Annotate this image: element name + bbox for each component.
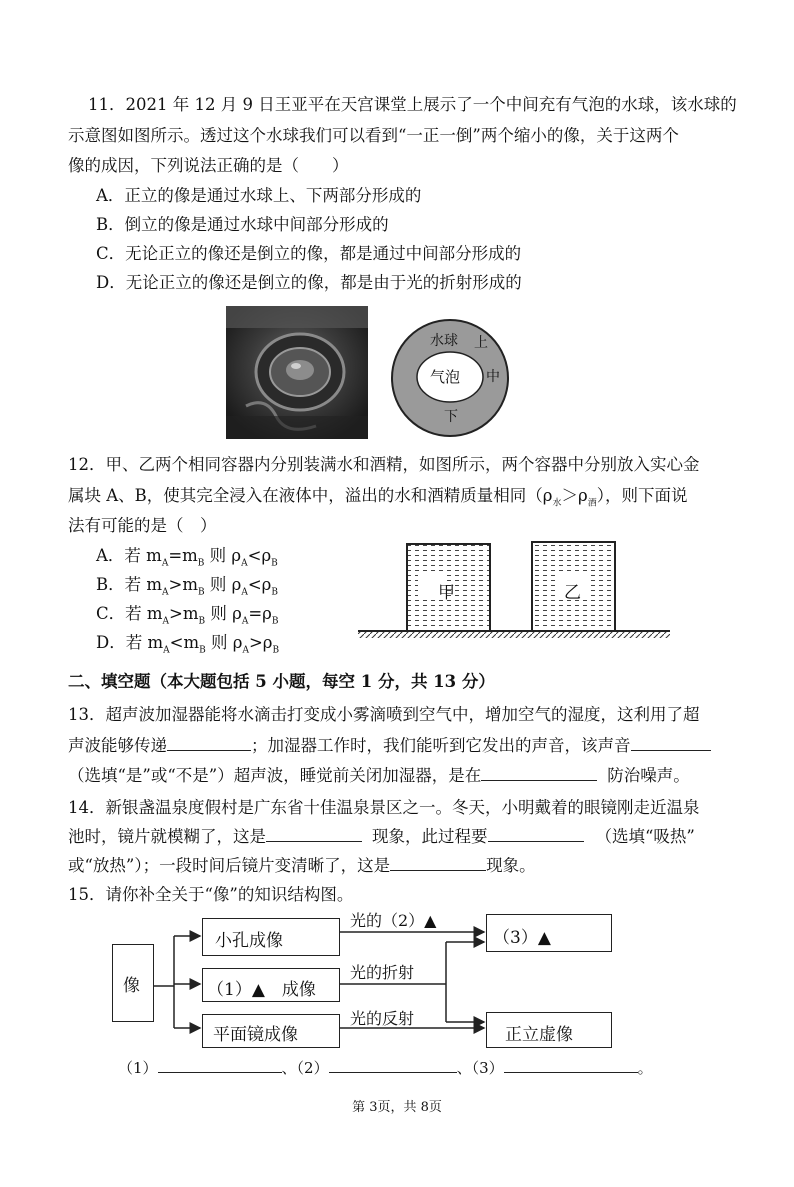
q14-line3: 或“放热”）；一段时间后镜片变清晰了，这是 现象。 xyxy=(68,856,536,875)
q12-stem-line1: 12．甲、乙两个相同容器内分别装满水和酒精，如图所示，两个容器中分别放入实心金 xyxy=(68,455,700,474)
q14-blank-2[interactable] xyxy=(488,827,584,842)
edge-label-light-straight: 光的（2）▲ xyxy=(350,911,437,930)
q13-blank-1[interactable] xyxy=(167,736,251,751)
edge-label-refraction: 光的折射 xyxy=(350,963,415,982)
q14-blank-3[interactable] xyxy=(390,856,486,871)
q14-line1: 14．新银盏温泉度假村是广东省十佳温泉景区之一。冬天，小明戴着的眼镜刚走近温泉 xyxy=(68,798,700,817)
water-ball-diagram xyxy=(390,318,510,438)
q13-blank-3[interactable] xyxy=(481,766,597,781)
container-label-jia: 甲 xyxy=(438,583,455,603)
node-image: 像 xyxy=(112,944,154,1022)
q15-answer-line: （1） 、（2） 、（3） 。 xyxy=(118,1059,653,1077)
edge-label-reflection: 光的反射 xyxy=(350,1009,415,1028)
q12-option-b: B．若 $m_A>m_B$ 则 $\rho_A<\rho_B$ xyxy=(96,575,278,598)
q11-option-c: C．无论正立的像还是倒立的像，都是通过中间部分形成的 xyxy=(96,244,522,263)
q12-stem-line3: 法有可能的是（ ） xyxy=(68,516,217,535)
container-label-yi: 乙 xyxy=(564,583,581,603)
q12-stem-line2: 属块 A、B，使其完全浸入在液体中，溢出的水和酒精质量相同$(\rho_水>\rho_酒)$，则下面说 xyxy=(68,486,688,509)
page-footer: 第 3页，共 8页 xyxy=(352,1100,442,1115)
containers-diagram xyxy=(358,538,670,638)
water-ball-photo xyxy=(226,306,368,439)
q15-blank-1[interactable] xyxy=(158,1058,282,1073)
knowledge-structure-diagram xyxy=(108,910,628,1060)
q15-blank-3[interactable] xyxy=(504,1058,638,1073)
q14-line2: 池时，镜片就模糊了，这是 现象，此过程要 （选填“吸热” xyxy=(68,827,695,846)
q11-stem-line3: 像的成因，下列说法正确的是（ ） xyxy=(68,156,349,175)
node-result-3: （3）▲ xyxy=(486,914,612,952)
node-plane-mirror-imaging: 平面镜成像 xyxy=(202,1014,340,1048)
diagram-label-middle: 中 xyxy=(486,369,500,385)
q12-option-c: C．若 $m_A>m_B$ 则 $\rho_A=\rho_B$ xyxy=(96,604,279,627)
q11-option-d: D．无论正立的像还是倒立的像，都是由于光的折射形成的 xyxy=(96,273,522,292)
diagram-label-upper: 上 xyxy=(474,335,488,351)
diagram-label-bubble: 气泡 xyxy=(430,368,461,386)
q12-option-a: A．若 $m_A=m_B$ 则 $\rho_A<\rho_B$ xyxy=(96,546,278,569)
node-upright-virtual-image: 正立虚像 xyxy=(486,1012,612,1048)
q15-blank-2[interactable] xyxy=(329,1058,457,1073)
q11-option-b: B．倒立的像是通过水球中间部分形成的 xyxy=(96,215,389,234)
q11-option-a: A．正立的像是通过水球上、下两部分形成的 xyxy=(96,186,422,205)
q13-line2: 声波能够传递 ；加湿器工作时，我们能听到它发出的声音，该声音 xyxy=(68,735,711,757)
q11-stem-line2: 示意图如图所示。透过这个水球我们可以看到“一正一倒”两个缩小的像，关于这两个 xyxy=(68,126,679,145)
q13-blank-2[interactable] xyxy=(631,736,711,751)
q13-line1: 13．超声波加湿器能将水滴击打变成小雾滴喷到空气中，增加空气的湿度，这利用了超 xyxy=(68,705,700,724)
q14-blank-1[interactable] xyxy=(266,827,362,842)
q11-stem-line1: 11．2021 年 12 月 9 日王亚平在天宫课堂上展示了一个中间充有气泡的水球，该水球的 xyxy=(88,95,737,114)
q15-stem: 15．请你补全关于“像”的知识结构图。 xyxy=(68,885,354,904)
q13-line3: （选填“是”或“不是”）超声波，睡觉前关闭加湿器，是在 防治噪声。 xyxy=(68,766,690,785)
q12-option-d: D．若 $m_A<m_B$ 则 $\rho_A>\rho_B$ xyxy=(96,633,280,656)
diagram-label-lower: 下 xyxy=(444,409,458,425)
node-lens-imaging: （1）▲ 成像 xyxy=(202,968,340,1002)
node-pinhole-imaging: 小孔成像 xyxy=(202,918,340,956)
section-heading-fill-in: 二、填空题（本大题包括 5 小题，每空 1 分，共 13 分） xyxy=(68,672,495,691)
diagram-label-water-ball: 水球 xyxy=(430,333,458,349)
